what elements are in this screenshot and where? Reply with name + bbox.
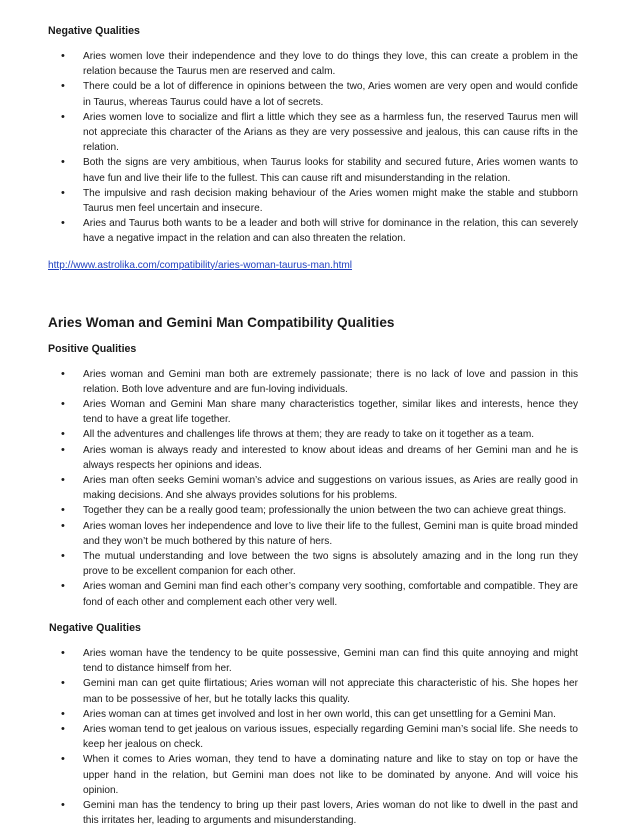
bullet: • [61,110,65,123]
list-item: • Both the signs are very ambitious, when Taurus looks for stability and secured future, Aries women wants to have fun and live their life to the fullest. This can cause rift and misunderstanding in the relation. [61,156,578,184]
list-item: • Together they can be a really good team; professionally the union between the two can achieve great things. [48,503,578,518]
list-item: • Aries woman tend to get jealous on various issues, especially regarding Gemini man’s social life. She needs to keep her jealous on check. [61,722,578,751]
list-item: • When it comes to Aries woman, they tend to have a dominating nature and like to stay on top or have the upper hand in the relation, but Gemini man does not like to be dominated by anyone. And will voice his opinion. [61,753,578,796]
bullet: • [61,519,65,532]
list-item: • All the adventures and challenges life throws at them; they are ready to take on it together as a team. [48,427,578,442]
positive-list [48,367,578,610]
list-item: • Gemini man has the tendency to bring up their past lovers, Aries woman do not like to dwell in the past and this irritates her, leading to arguments and misunderstanding. [61,798,578,827]
negative-list-2 [48,646,578,828]
list-item: • Aries woman and Gemini man both are extremely passionate; there is no lack of love and passion in this relation. Both love adventure and are fun-loving individuals. [61,367,578,395]
negative-qualities-heading-1: Negative Qualities [48,25,140,37]
bullet: • [61,722,65,735]
source-link[interactable]: http://www.astrolika.com/compatibility/aries-woman-taurus-man.html [48,259,353,271]
list-item: • Aries woman have the tendency to be quite possessive, Gemini man can find this quite annoying and might tend to distance himself from her. [61,646,578,675]
bullet: • [61,50,65,62]
list-item: • Aries woman is always ready and interested to know about ideas and dreams of her Gemini man and he is always respects her opinions and ideas. [61,443,578,471]
bullet: • [61,80,65,93]
list-item: • Gemini man can get quite flirtatious; Aries woman will not appreciate this characteristic of his. She hopes her man to be possessive of her, but he totally lacks this quality. [61,677,578,705]
list-item: • Aries women love their independence and they love to do things they love, this can create a problem in the relation because the Taurus men are reserved and calm. [61,50,578,78]
list-item: • Aries woman can at times get involved and lost in her own world, this can get unsettling for a Gemini Man. [48,707,578,722]
bullet: • [61,186,65,199]
bullet: • [61,550,65,563]
bullet: • [61,428,65,441]
list-item: • Aries and Taurus both wants to be a leader and both will strive for dominance in the relation, this can severely have a negative impact in the relation and can also threaten the relation. [61,217,578,245]
bullet: • [61,367,65,380]
bullet: • [61,217,65,230]
bullet: • [61,753,65,766]
negative-list-1 [48,49,578,247]
bullet: • [61,474,65,487]
bullet: • [61,707,65,720]
positive-qualities-heading: Positive Qualities [48,342,137,355]
bullet: • [61,398,65,411]
bullet: • [61,798,65,811]
bullet: • [61,504,65,517]
bullet: • [61,443,65,456]
list-item: • Aries women love to socialize and flirt a little which they see as a harmless fun, the reserved Taurus men will not appreciate this character of the Arians as they are very possessive and jealous, this can cause rifts in the relation. [61,110,578,154]
list-item: • The mutual understanding and love between the two signs is absolutely amazing and in the long run they prove to be excellent companion for each other. [61,550,578,578]
list-item: • Aries woman and Gemini man find each other’s company very soothing, comfortable and compatible. They are fond of each other and complement each other very well. [61,580,578,608]
section-title: Aries Woman and Gemini Man Compatibility Qualities [48,314,395,330]
list-item: • There could be a lot of difference in opinions between the two, Aries women are very open and would confide in Taurus, whereas Taurus could have a lot of secrets. [61,80,578,108]
bullet: • [61,580,65,593]
list-item: • Aries woman loves her independence and love to live their life to the fullest, Gemini man is quite broad minded and they won’t be much bothered by this nature of hers. [61,519,578,547]
bullet: • [61,156,65,169]
bullet: • [61,646,65,659]
list-item: • Aries man often seeks Gemini woman’s advice and suggestions on various issues, as Aries are really good in making decisions. And she always provides solutions for his problems. [61,474,578,502]
list-item: • The impulsive and rash decision making behaviour of the Aries women might make the stable and stubborn Taurus men feel uncertain and insecure. [61,186,578,215]
list-item: • Aries Woman and Gemini Man share many characteristics together, similar likes and interests, hence they tend to have a great life together. [61,398,578,426]
negative-qualities-heading-2: Negative Qualities [49,621,141,634]
bullet: • [61,677,65,690]
